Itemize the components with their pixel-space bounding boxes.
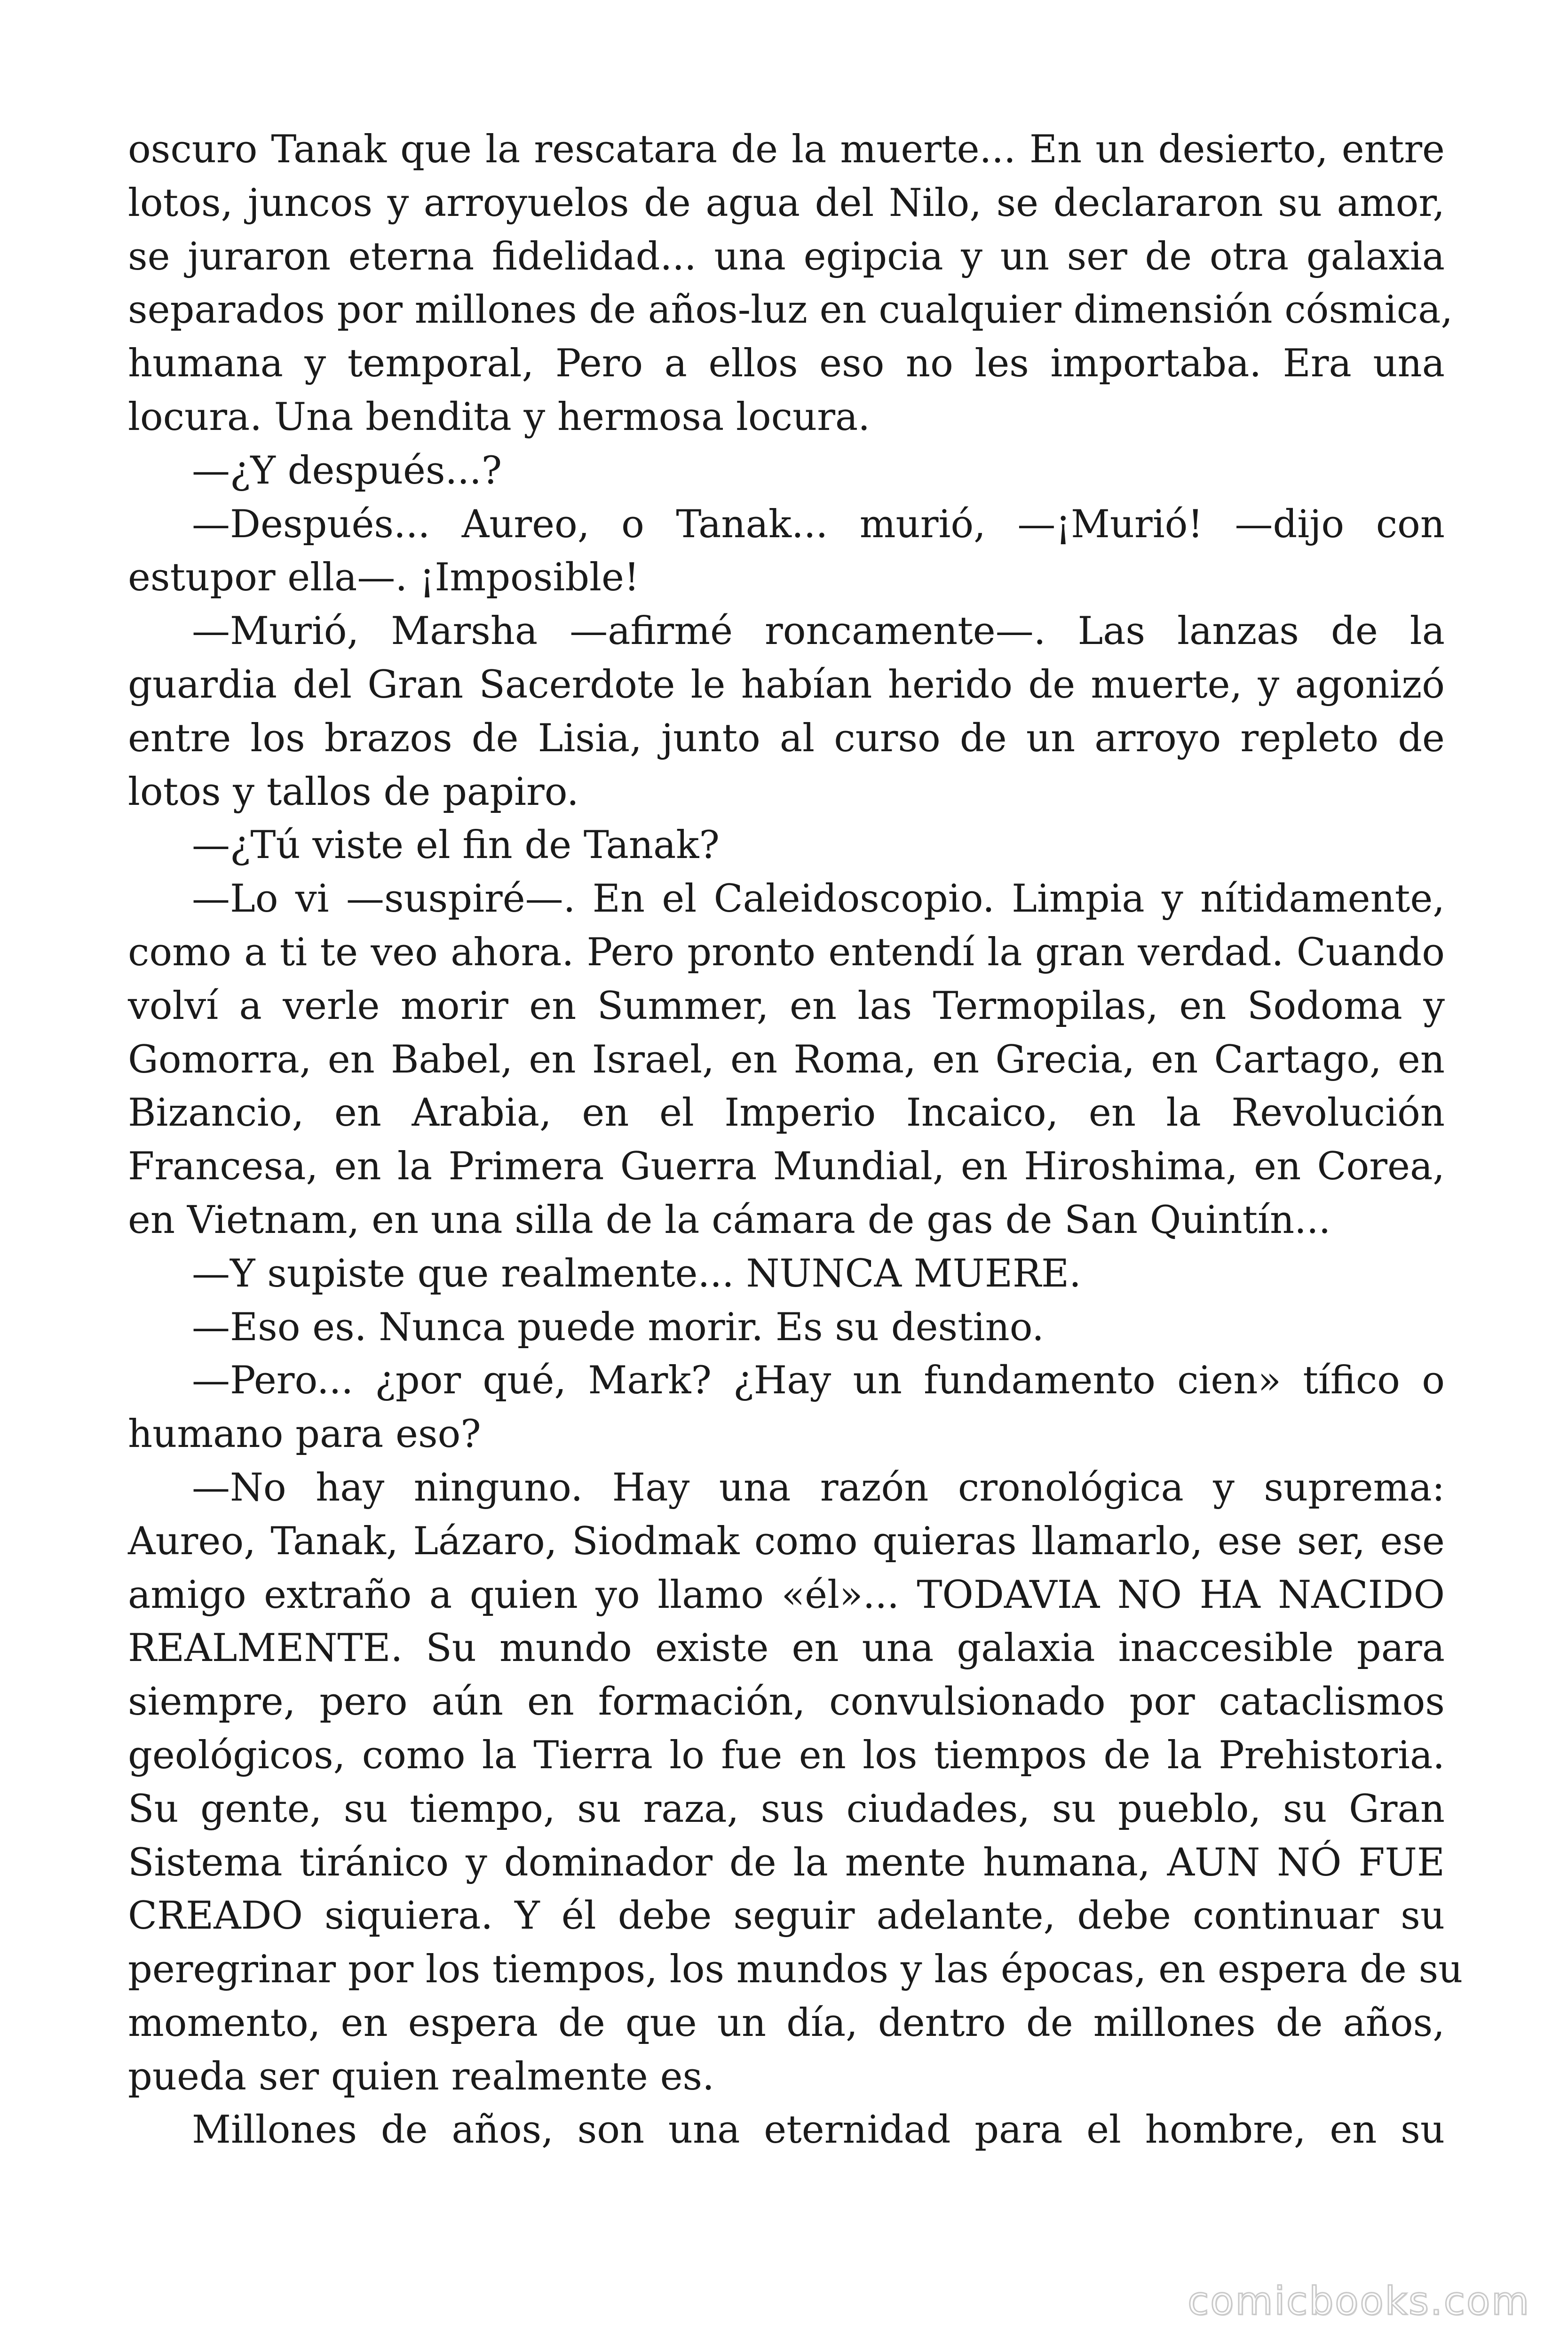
text-line: CREADO siquiera. Y él debe seguir adelante, debe continuar su	[128, 1894, 1445, 1939]
text-line: oscuro Tanak que la rescatara de la muerte... En un desierto, entre	[128, 127, 1445, 172]
text-line: volví a verle morir en Summer, en las Termopilas, en Sodoma y	[128, 984, 1445, 1028]
text-line: humana y temporal, Pero a ellos eso no les importaba. Era una	[128, 342, 1445, 386]
text-line: siempre, pero aún en formación, convulsionado por cataclismos	[128, 1680, 1445, 1724]
text-line: en Vietnam, en una silla de la cámara de gas de San Quintín...	[128, 1198, 1331, 1242]
text-line: —Murió, Marsha —afirmé roncamente—. Las lanzas de la	[192, 609, 1445, 654]
text-line: Francesa, en la Primera Guerra Mundial, en Hiroshima, en Corea,	[128, 1144, 1445, 1189]
text-line: —Después... Aureo, o Tanak... murió, —¡Murió! —dijo con	[192, 502, 1445, 547]
text-line: Aureo, Tanak, Lázaro, Siodmak como quieras llamarlo, ese ser, ese	[128, 1519, 1445, 1564]
text-line: separados por millones de años-luz en cualquier dimensión cósmica,	[128, 288, 1453, 333]
text-line: geológicos, como la Tierra lo fue en los tiempos de la Prehistoria.	[128, 1733, 1445, 1778]
text-line: —Lo vi —suspiré—. En el Caleidoscopio. Limpia y nítidamente,	[192, 877, 1445, 922]
text-line: Sistema tiránico y dominador de la mente humana, AUN NÓ FUE	[128, 1840, 1445, 1885]
text-line: peregrinar por los tiempos, los mundos y las épocas, en espera de su	[128, 1947, 1463, 1992]
text-line: como a ti te veo ahora. Pero pronto entendí la gran verdad. Cuando	[128, 930, 1445, 975]
text-line: REALMENTE. Su mundo existe en una galaxia inaccesible para	[128, 1626, 1445, 1671]
text-line: se juraron eterna fidelidad... una egipcia y un ser de otra galaxia	[128, 234, 1445, 279]
text-line: —¿Y después...?	[192, 448, 502, 493]
text-line: guardia del Gran Sacerdote le habían herido de muerte, y agonizó	[128, 662, 1445, 707]
text-line: pueda ser quien realmente es.	[128, 2054, 714, 2099]
text-line: humano para eso?	[128, 1412, 481, 1457]
text-line: lotos y tallos de papiro.	[128, 770, 579, 814]
text-line: —Pero... ¿por qué, Mark? ¿Hay un fundamento cien» tífico o	[192, 1359, 1445, 1403]
text-line: entre los brazos de Lisia, junto al curso de un arroyo repleto de	[128, 716, 1445, 761]
text-line: —Y supiste que realmente... NUNCA MUERE.	[192, 1251, 1081, 1296]
text-line: Gomorra, en Babel, en Israel, en Roma, en Grecia, en Cartago, en	[128, 1037, 1445, 1082]
text-line: —¿Tú viste el fin de Tanak?	[192, 823, 720, 868]
text-line: Bizancio, en Arabia, en el Imperio Incaico, en la Revolución	[128, 1091, 1445, 1136]
text-line: —No hay ninguno. Hay una razón cronológica y suprema:	[192, 1465, 1445, 1510]
text-line: amigo extraño a quien yo llamo «él»... TODAVIA NO HA NACIDO	[128, 1573, 1445, 1617]
text-line: —Eso es. Nunca puede morir. Es su destino.	[192, 1305, 1044, 1350]
watermark: comicbooks.com	[1188, 2279, 1530, 2324]
text-line: Millones de años, son una eternidad para el hombre, en su	[192, 2108, 1445, 2153]
text-line: locura. Una bendita y hermosa locura.	[128, 395, 870, 439]
text-line: Su gente, su tiempo, su raza, sus ciudades, su pueblo, su Gran	[128, 1787, 1445, 1831]
page-body	[128, 123, 1463, 2157]
text-line: estupor ella—. ¡Imposible!	[128, 556, 640, 600]
text-line: lotos, juncos y arroyuelos de agua del Nilo, se declararon su amor,	[128, 181, 1445, 225]
text-line: momento, en espera de que un día, dentro de millones de años,	[128, 2001, 1445, 2045]
